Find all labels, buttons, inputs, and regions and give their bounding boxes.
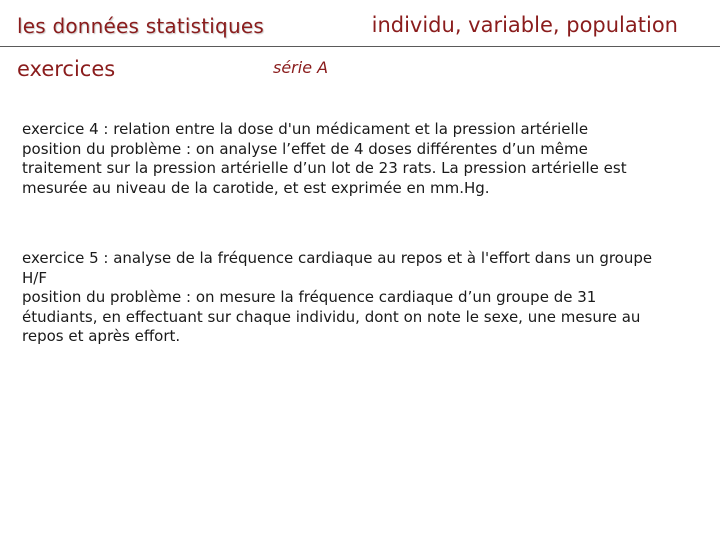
exercise-5-desc-label: position du problème :	[22, 288, 192, 306]
header-topic: individu, variable, population	[371, 13, 678, 37]
exercise-5-description	[22, 288, 662, 347]
header-rule	[0, 46, 720, 47]
section-label: exercices	[17, 57, 116, 81]
exercise-4-title: exercice 4 : relation entre la dose d'un médicament et la pression artérielle	[22, 120, 589, 138]
exercise-5-title: exercice 5 : analyse de la fréquence cardiaque au repos et à l'effort dans un groupe H/F	[22, 249, 653, 287]
exercise-4-desc-text: on analyse l’effet de 4 doses différentes d’un même traitement sur la pression artérielle d’un lot de 23 rats. La pression artérielle est mesurée au niveau de la carotide, et est exprimée en mm.Hg.	[22, 139, 627, 197]
series-label: série A	[273, 58, 329, 77]
exercise-5	[22, 249, 662, 347]
header-title: les données statistiques	[17, 14, 264, 38]
exercise-4-description	[22, 140, 662, 199]
exercise-5-desc-text: on mesure la fréquence cardiaque d’un groupe de 31 étudiants, en effectuant sur chaque individu, dont on note le sexe, une mesure au repos et après effort.	[22, 288, 641, 345]
exercise-4	[22, 120, 662, 198]
exercise-4-desc-label: position du problème :	[22, 139, 192, 158]
